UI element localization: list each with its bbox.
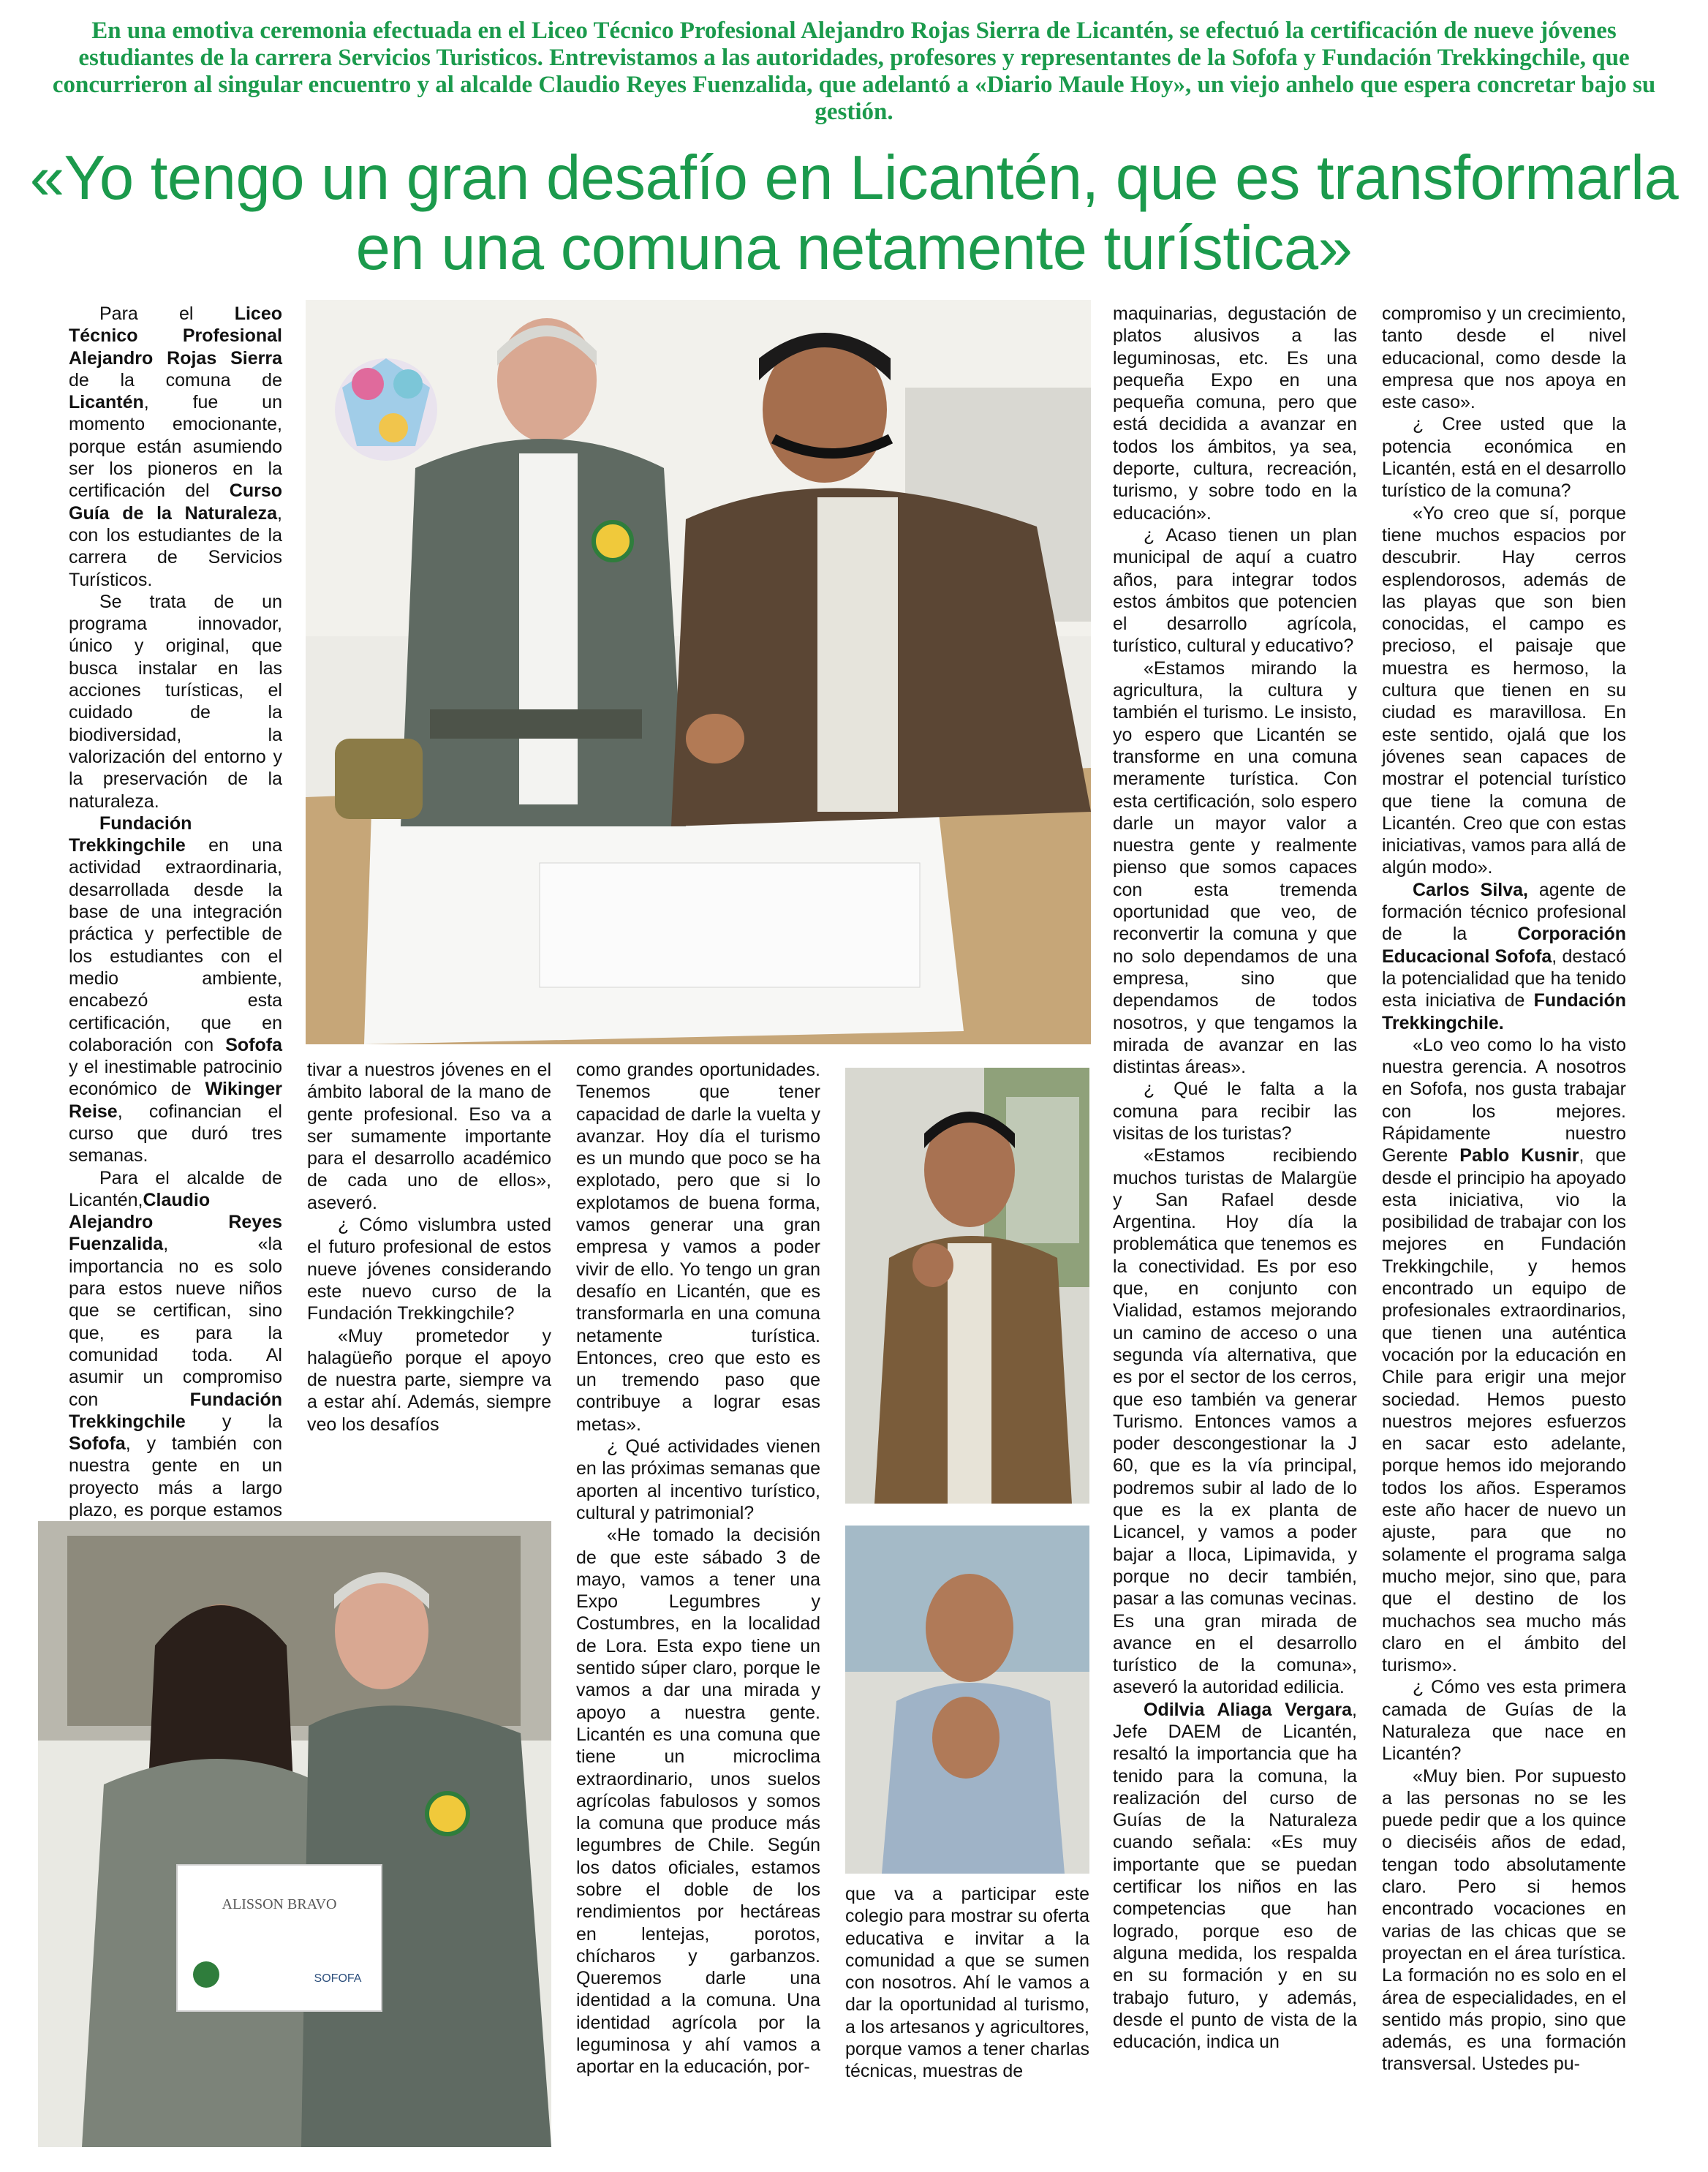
col2-paragraph: ¿ Cómo vislumbra usted el futuro profesional de estos nueve jóvenes considerando este nuevo curso de la Fundación Trekkingchile? — [307, 1215, 551, 1324]
col3-paragraph: ¿ Qué actividades vienen en las próximas semanas que aporten al incentivo turístico, cultural y patrimonial? — [576, 1436, 820, 1523]
col6-paragraph: Carlos Silva, agente de formación técnico profesional de la Corporación Educacional Sofofa, destacó la potencialidad que ha tenido esta iniciativa de Fundación Trekkingchile. — [1382, 879, 1626, 1033]
col1-paragraph: Se trata de un programa innovador, único y original, que busca instalar en las acciones turísticas, el cuidado de la biodiversidad, la valorización del entorno y la preservación de la naturaleza. — [69, 591, 282, 812]
text-column-4 — [845, 1883, 1089, 2146]
col5-paragraph: «Estamos recibiendo muchos turistas de Malargüe y San Rafael desde Argentina. Hoy día la problemática que tenemos es la conectividad. Es por eso que, en conjunto con Vialidad, estamos mejorando un camino de acceso o una segunda vía alternativa, que es por el sector de los cerros, que eso también va generar Turismo. Entonces vamos a poder descongestionar la J 60, que es la vía principal, podremos subir al lado de lo que es la ex planta de Licancel, y vamos a poder bajar a Iloca, Lipimavida, y porque no decir también, pasar a las comunas vecinas. Es una gran mirada de avance en el desarrollo turístico de la comuna», aseveró la autoridad edilicia. — [1113, 1145, 1357, 1698]
text-column-3 — [576, 1059, 820, 2141]
col1-paragraph: Para el alcalde de Licantén,Claudio Alejandro Reyes Fuenzalida, «la importancia no es solo para estos nueve niños que se certifican, sino que, es para la comunidad toda. Al asumir un compromiso con Fundación Trekkingchile y la Sofofa, y también con nuestra gente en un proyecto más a largo plazo, es porque estamos — [69, 1167, 282, 1521]
col5-paragraph: ¿ Acaso tienen un plan municipal de aquí a cuatro años, para integrar todos estos ámbitos que potencien el desarrollo agrícola, turístico, cultural y educativo? — [1113, 524, 1357, 657]
photo-certificate-student — [38, 1521, 551, 2147]
col5-paragraph: ¿ Qué le falta a la comuna para recibir las visitas de los turistas? — [1113, 1079, 1357, 1144]
text-column-6 — [1382, 303, 1626, 2147]
col5-paragraph: maquinarias, degustación de platos alusivos a las leguminosas, etc. Es una pequeña Expo en una pequeña comuna, pero que está decidida a avanzar en todos los ámbitos, ya sea, deporte, cultura, recreación, turismo, y sobre todo en la educación». — [1113, 303, 1357, 524]
text-column-1 — [69, 303, 282, 1521]
col1-paragraph: Fundación Trekkingchile en una actividad extraordinaria, desarrollada desde la base de una integración práctica y perfectible de los estudiantes con el medio ambiente, encabezó esta certificación, que en colaboración con Sofofa y el inestimable patrocinio económico de Wikinger Reise, cofinancian el curso que duró tres semanas. — [69, 812, 282, 1166]
col5-paragraph: Odilvia Aliaga Vergara, Jefe DAEM de Licantén, resaltó la importancia que ha tenido para la comuna, la realización del curso de Guías de la Naturaleza cuando señala: «Es muy importante que se puedan certificar los niños en las competencias que han logrado, porque eso de alguna medida, los respalda en su formación y en su trabajo futuro, y además, desde el punto de vista de la educación, indica un — [1113, 1699, 1357, 2053]
col2-paragraph: tivar a nuestros jóvenes en el ámbito laboral de la mano de gente profesional. Eso va a ser sumamente importante para el desarrollo académico de cada uno de ellos», aseveró. — [307, 1060, 551, 1213]
col5-paragraph: «Estamos mirando la agricultura, la cultura y también el turismo. Le insisto, yo espero que Licantén se transforme en una comuna meramente turística. Con esta certificación, solo espero darle un mayor valor a nuestra gente y realmente pienso que somos capaces con esta tremenda oportunidad que veo, de reconvertir la comuna y que no solo dependamos de una empresa, sino que dependamos de todos nosotros, y que tengamos la mirada de avanzar en las distintas áreas». — [1113, 657, 1357, 1078]
col3-paragraph: «He tomado la decisión de que este sábado 3 de mayo, vamos a tener una Expo Legumbres y Costumbres, en la localidad de Lora. Esta expo tiene un sentido súper claro, porque le vamos a dar una mirada y apoyo a nuestra gente. Licantén es una comuna que tiene un microclima extraordinario, unos suelos agrícolas fabulosos y somos la comuna que produce más legumbres de Chile. Según los datos oficiales, estamos sobre el doble de los rendimientos por hectáreas en lentejas, porotos, chícharos y garbanzos. Queremos darle una identidad a la comuna. Una identidad agrícola por la leguminosa y ahí vamos a aportar en la educación, por- — [576, 1525, 820, 2078]
col2-paragraph: «Muy prometedor y halagüeño porque el apoyo de nuestra parte, siempre va a estar ahí. Además, siempre veo los desafíos — [307, 1325, 551, 1435]
article-lead: En una emotiva ceremonia efectuada en el Liceo Técnico Profesional Alejandro Rojas Sierra de Licantén, se efectuó la certificación de nueve jóvenes estudiantes de la carrera Servicios Turisticos. Entrevistamos a las autoridades, profesores y representantes de la Sofofa y Fundación Trekkingchile, que concurrieron al singular encuentro y al alcalde Claudio Reyes Fuenzalida, que adelantó a «Diario Maule Hoy», un viejo anhelo que espera concretar bajo su gestión. — [52, 18, 1656, 125]
certificate-logo: SOFOFA — [314, 1972, 362, 1985]
col6-paragraph: «Muy bien. Por supuesto a las personas no se les puede pedir que a los quince o dieciséis años de edad, tengan todo absolutamente claro. Pero si hemos encontrado vocaciones en varias de las chicas que se proyectan en el área turística. La formación no es solo en el área de especialidades, en el sentido más propio, sino que además, es una formación transversal. Ustedes pu- — [1382, 1765, 1626, 2075]
col6-paragraph: ¿ Cree usted que la potencia económica en Licantén, está en el desarrollo turístico de la comuna? — [1382, 414, 1626, 502]
col6-paragraph: «Yo creo que sí, porque tiene muchos espacios por descubrir. Hay cerros esplendorosos, además de las playas que son bien conocidas, el campo es precioso, el paisaje que muestra es hermoso, la cultura que tienen en su ciudad es maravillosa. En este sentido, ojalá que los jóvenes sean capaces de mostrar el potencial turístico que tiene la comuna de Licantén. Creo que con estas iniciativas, vamos para allá de algún modo». — [1382, 502, 1626, 878]
certificate-name: ALISSON BRAVO — [222, 1896, 337, 1912]
col6-paragraph: «Lo veo como lo ha visto nuestra gerencia. A nosotros en Sofofa, nos gusta trabajar con los mejores. Rápidamente nuestro Gerente Pablo Kusnir, que desde el principio ha apoyado esta iniciativa, vio la posibilidad de trabajar con los mejores en Fundación Trekkingchile, y hemos encontrado un equipo de profesionales extraordinarios, que tienen una auténtica vocación por la educación en Chile para erigir una mejor sociedad. Hemos puesto nuestros mejores esfuerzos en sacar esto adelante, porque hemos ido mejorando todos los años. Esperamos este año hacer de nuevo un ajuste, para que no solamente el programa salga mucho mejor, sino que, para que el destino de los muchachos sea mucho más claro en el ámbito del turismo». — [1382, 1034, 1627, 1676]
col3-paragraph: como grandes oportunidades. Tenemos que tener capacidad de darle la vuelta y avanzar. Hoy día el turismo es un mundo que poco se ha explotado, pero que si lo explotamos de buena forma, vamos generar una gran empresa y vamos a poder vivir de ello. Yo tengo un gran desafío en Licantén, que es transformarla en una comuna netamente turística. Entonces, creo que esto es un tremendo paso que contribuye a lograr esas metas». — [576, 1060, 820, 1435]
col6-paragraph: compromiso y un crecimiento, tanto desde el nivel educacional, como desde la empresa que nos apoya en este caso». — [1382, 303, 1626, 413]
photo-odilvia-aliaga — [845, 1526, 1089, 1874]
col6-paragraph: ¿ Cómo ves esta primera camada de Guías de la Naturaleza que nace en Licantén? — [1382, 1677, 1626, 1765]
photo-mayor-speaking — [845, 1068, 1089, 1504]
article-headline: «Yo tengo un gran desafío en Licantén, que es transformarla en una comuna netamente turística» — [29, 143, 1679, 283]
col4-paragraph: que va a participar este colegio para mostrar su oferta educativa e invitar a la comunidad a que se sumen con nosotros. Ahí le vamos a dar la oportunidad al turismo, a los artesanos y agricultores, porque vamos a tener charlas técnicas, muestras de — [845, 1884, 1089, 2082]
text-column-2 — [307, 1059, 551, 1489]
text-column-5 — [1113, 303, 1357, 2147]
col1-paragraph: Para el Liceo Técnico Profesional Alejandro Rojas Sierra de la comuna de Licantén, fue un momento emocionante, porque están asumiendo ser los pioneros en la certificación del Curso Guía de la Naturaleza, con los estudiantes de la carrera de Servicios Turísticos. — [69, 303, 282, 590]
photo-signing-ceremony — [306, 300, 1091, 1044]
